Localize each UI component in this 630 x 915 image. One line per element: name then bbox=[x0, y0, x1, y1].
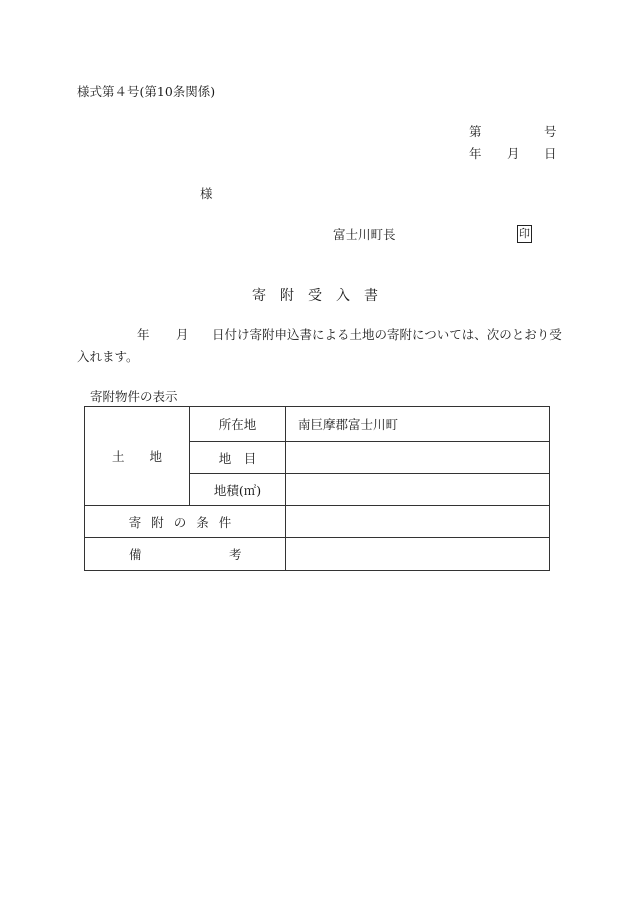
body-text-line2: 入れます。 bbox=[77, 349, 139, 364]
title-char: 寄 bbox=[252, 288, 266, 304]
property-table bbox=[84, 406, 550, 571]
row-label-area: 地積(㎡) bbox=[190, 474, 286, 506]
body-year: 年 bbox=[137, 327, 150, 342]
remarks-label-char: 備 bbox=[129, 547, 142, 562]
table-row bbox=[85, 538, 550, 571]
table-row bbox=[85, 506, 550, 538]
row-label-location: 所在地 bbox=[190, 407, 286, 442]
land-label: 土 地 bbox=[85, 407, 190, 506]
date-month: 月 bbox=[507, 146, 520, 161]
body-month: 月 bbox=[176, 327, 189, 342]
table-row bbox=[85, 407, 550, 442]
doc-number-suffix: 号 bbox=[544, 124, 557, 139]
date-day: 日 bbox=[544, 146, 557, 161]
row-value-area bbox=[286, 474, 550, 506]
doc-number-prefix: 第 bbox=[469, 124, 482, 139]
conditions-value bbox=[286, 506, 550, 538]
document-title bbox=[0, 289, 630, 303]
remarks-value bbox=[286, 538, 550, 571]
seal-mark: 印 bbox=[517, 225, 532, 243]
row-label-land-category: 地 目 bbox=[190, 442, 286, 474]
date-year: 年 bbox=[469, 146, 482, 161]
remarks-label bbox=[85, 538, 286, 571]
conditions-label: 寄附の条件 bbox=[85, 506, 286, 538]
body-text: 日付け寄附申込書による土地の寄附については、次のとおり受 bbox=[212, 327, 562, 342]
row-value-land-category bbox=[286, 442, 550, 474]
title-char: 入 bbox=[336, 288, 350, 304]
table-caption: 寄附物件の表示 bbox=[90, 389, 178, 404]
remarks-label-char: 考 bbox=[229, 547, 242, 562]
row-value-location: 南巨摩郡富士川町 bbox=[286, 407, 550, 442]
issuer-name: 富士川町長 bbox=[333, 227, 396, 242]
title-char: 附 bbox=[280, 288, 294, 304]
form-number: 様式第４号(第10条関係) bbox=[77, 84, 216, 99]
addressee-honorific: 様 bbox=[200, 186, 213, 201]
title-char: 受 bbox=[308, 288, 322, 304]
title-char: 書 bbox=[364, 288, 378, 304]
